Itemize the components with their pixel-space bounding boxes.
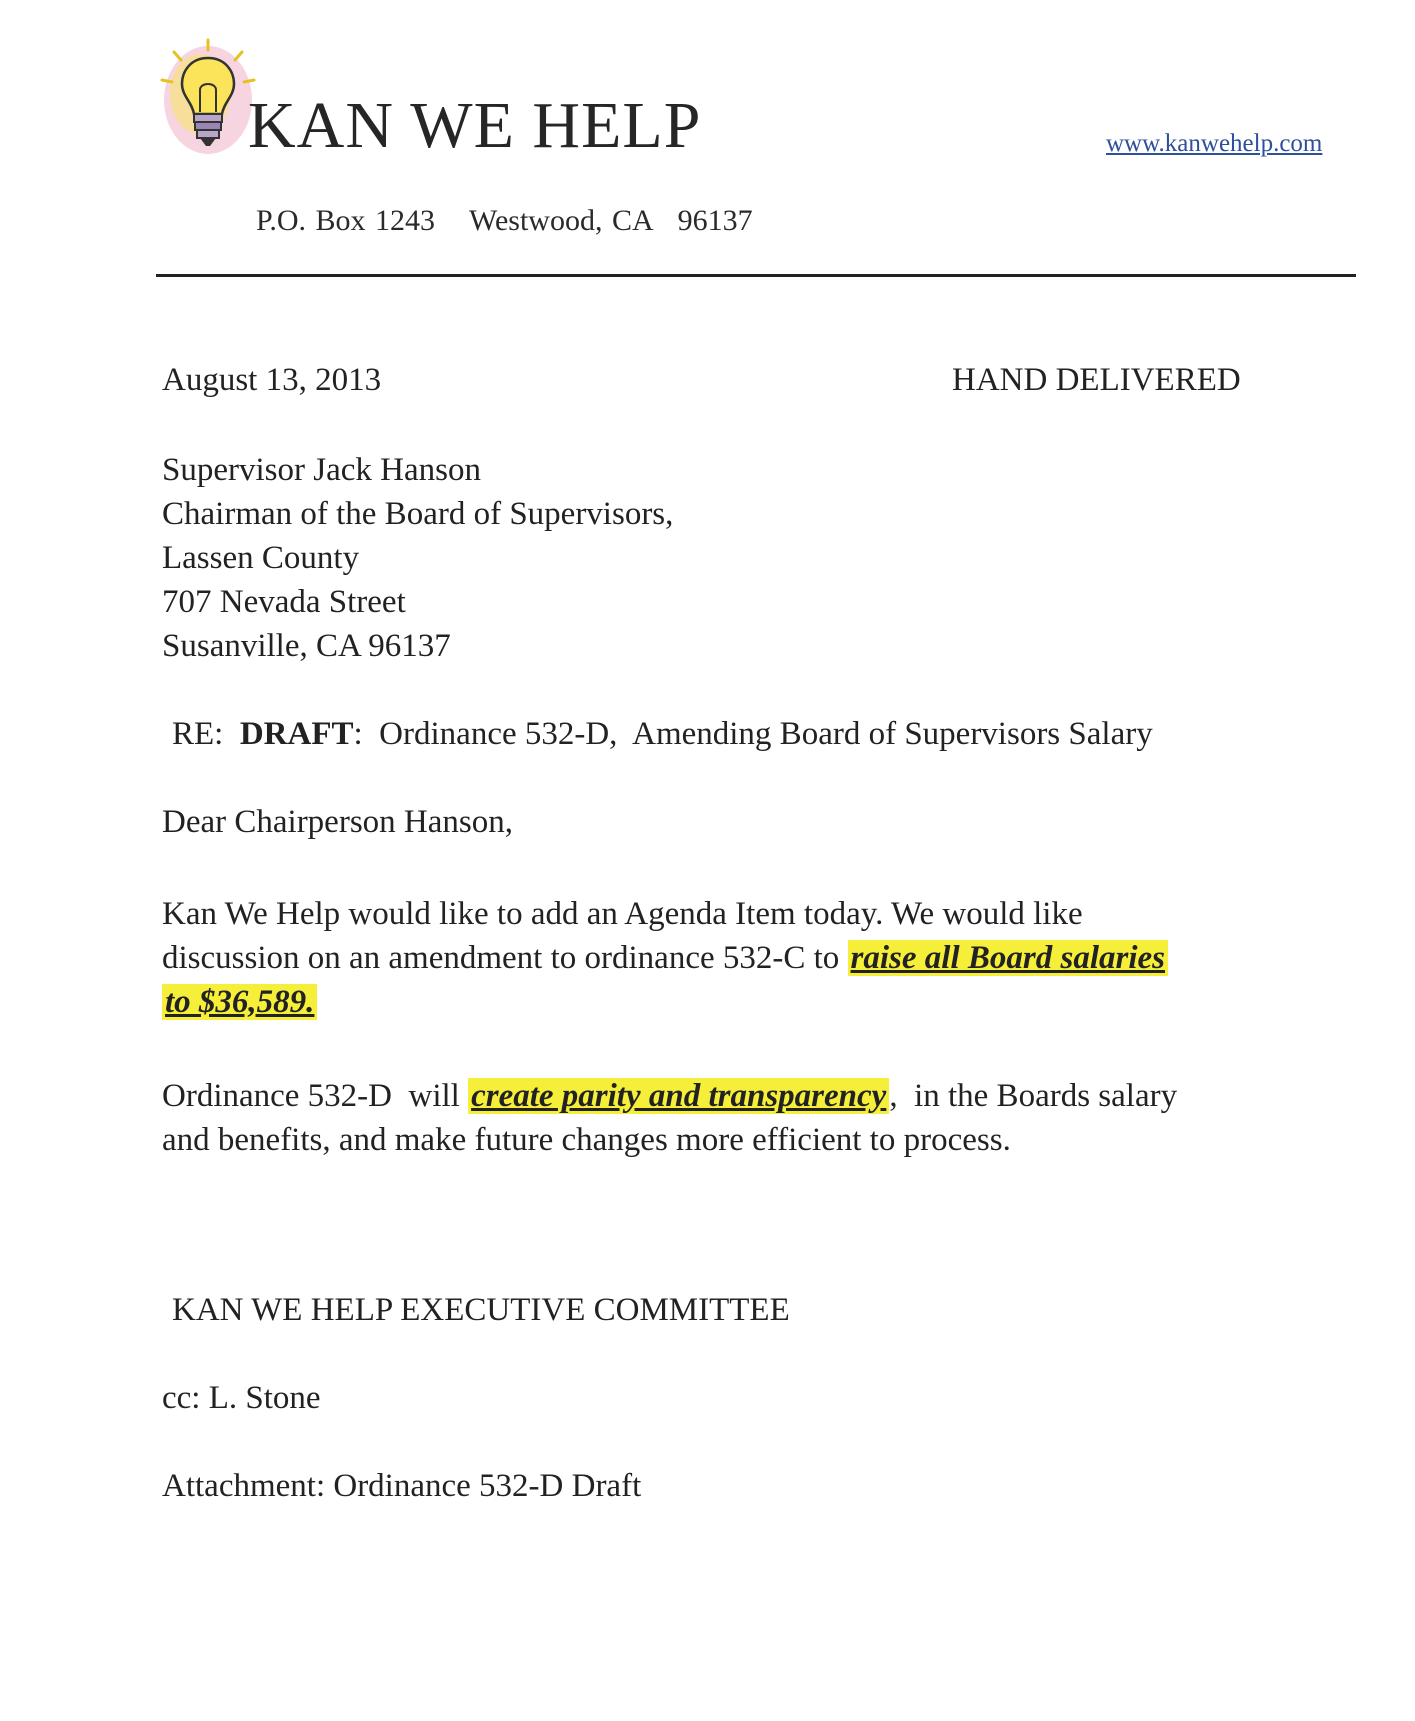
paragraph-2-end: , in the Boards salary [889,1078,1178,1114]
subject-line [172,716,1153,753]
salutation: Dear Chairperson Hanson, [162,804,513,840]
cc-line: cc: L. Stone [162,1380,321,1416]
paragraph-1-line-2 [162,936,1168,980]
highlight-salary-amount: to $36,589. [162,984,317,1020]
paragraph-1-text: discussion on an amendment to ordinance 532-C to [162,940,848,976]
recipient-address [162,448,673,668]
zip-code: 96137 [677,204,753,237]
body-paragraph-1 [162,892,1168,1024]
paragraph-2-start: Ordinance 532-D will [162,1078,469,1114]
body-paragraph-2 [162,1074,1177,1162]
recipient-street: 707 Nevada Street [162,584,406,620]
letterhead-divider [156,274,1356,277]
po-box: P.O. Box 1243 [256,204,436,237]
signature-block: KAN WE HELP EXECUTIVE COMMITTEE [172,1292,790,1328]
paragraph-1-line-3 [162,980,1168,1024]
delivery-method: HAND DELIVERED [952,362,1241,398]
recipient-title: Chairman of the Board of Supervisors, [162,496,674,532]
subject-prefix: RE: [172,716,240,752]
recipient-city: Susanville, CA 96137 [162,628,451,664]
highlight-salary-raise: raise all Board salaries [848,940,1168,976]
letter-date: August 13, 2013 [162,362,382,398]
attachment-line: Attachment: Ordinance 532-D Draft [162,1468,642,1504]
recipient-name: Supervisor Jack Hanson [162,452,481,488]
paragraph-2-line-1 [162,1074,1177,1118]
subject-text: : Ordinance 532-D, Amending Board of Supervisors Salary [353,716,1153,752]
highlight-parity: create parity and transparency [468,1078,889,1114]
org-name: KAN WE HELP [248,89,702,162]
paragraph-1-line-1: Kan We Help would like to add an Agenda Item today. We would like [162,896,1083,932]
recipient-county: Lassen County [162,540,360,576]
letterhead-address [256,204,753,238]
city-state: Westwood, CA [469,204,654,237]
lightbulb-icon [160,38,256,158]
website-link[interactable]: www.kanwehelp.com [1106,130,1323,157]
subject-draft: DRAFT [239,716,354,752]
paragraph-2-line-2: and benefits, and make future changes more efficient to process. [162,1122,1011,1158]
